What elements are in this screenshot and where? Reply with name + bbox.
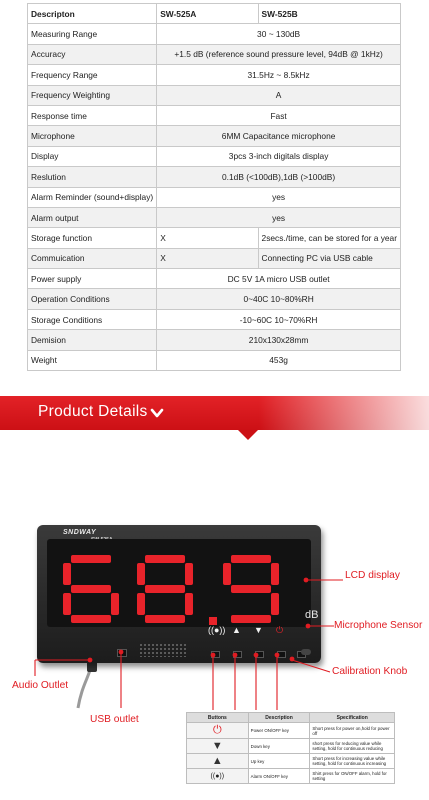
button-description: Up key [248,754,310,769]
header-sw525a: SW-525A [157,4,258,24]
header-description: Descripton [28,4,157,24]
spec-value: 210x130x28mm [157,330,401,350]
spec-value: A [157,85,401,105]
spec-value: -10~60C 10~70%RH [157,309,401,329]
button-description: Alarm ON/OFF key [248,769,310,784]
up-key[interactable]: ▲ [232,625,241,635]
spec-row [28,146,401,166]
spec-row [28,187,401,207]
spec-row [28,207,401,227]
chevron-down-icon [150,406,164,420]
header-specification: Specification [310,713,395,723]
spec-row [28,65,401,85]
spec-row [28,350,401,370]
spec-value: yes [157,207,401,227]
spec-value: 3pcs 3-inch digitals display [157,146,401,166]
spec-label: Measuring Range [28,24,157,44]
spec-row [28,167,401,187]
header-description: Description [248,713,310,723]
alarm-key[interactable]: ((●)) [208,625,226,635]
spec-row [28,44,401,64]
spec-label: Operation Conditions [28,289,157,309]
spec-row [28,24,401,44]
spec-label: Display [28,146,157,166]
product-details-banner [0,396,429,430]
buttons-row [187,723,395,739]
button-specification: Shirt press for ON/OFF alarm, hold for setting [310,769,395,784]
db-unit: dB [305,609,319,621]
spec-row [28,309,401,329]
spec-value: Fast [157,105,401,125]
spec-label: Weight [28,350,157,370]
spec-value: 453g [157,350,401,370]
alarm-icon: ((●)) [187,769,249,784]
banner-notch [238,430,258,440]
buttons-table [186,712,395,784]
callout-calibration-knob: Calibration Knob [332,666,408,677]
spec-label: Alarm output [28,207,157,227]
header-buttons: Buttons [187,713,249,723]
header-sw525b: SW-525B [258,4,400,24]
spec-label: Reslution [28,167,157,187]
spec-row [28,248,401,268]
down-key[interactable]: ▼ [254,625,263,635]
spec-label: Accuracy [28,44,157,64]
spec-body [28,24,401,371]
spec-row [28,330,401,350]
spec-value-sw525b: 2secs./time, can be stored for a year [258,228,400,248]
down-triangle-icon: ▼ [187,739,249,754]
spec-value: 0.1dB (<100dB),1dB (>100dB) [157,167,401,187]
button-specification: short press for reducing value while setting, hold for continuous reducing [310,739,395,754]
spec-row [28,105,401,125]
buttons-row [187,739,395,754]
buttons-row [187,769,395,784]
button-description: Power ON/OFF key [248,723,310,739]
spec-value-sw525b: Connecting PC via USB cable [258,248,400,268]
spec-label: Alarm Reminder (sound+display) [28,187,157,207]
spec-value: 0~40C 10~80%RH [157,289,401,309]
button-description: Down key [248,739,310,754]
banner-title: Product Details [38,403,148,420]
callout-usb-outlet: USB outlet [90,714,139,725]
callout-lcd-display: LCD display [345,570,400,581]
spec-row [28,269,401,289]
spec-value: 30 ~ 130dB [157,24,401,44]
button-specification: Short press for power on,hold for power off [310,723,395,739]
spec-value: yes [157,187,401,207]
spec-row [28,289,401,309]
spec-value: 6MM Capacitance microphone [157,126,401,146]
spec-label: Demision [28,330,157,350]
banner-fade [259,396,429,430]
spec-value: DC 5V 1A micro USB outlet [157,269,401,289]
spec-table [27,3,401,371]
spec-label: Power supply [28,269,157,289]
button-specification: Short press for increasing value while setting, hold for continuous increasing [310,754,395,769]
spec-label: Response time [28,105,157,125]
spec-row [28,228,401,248]
spec-value: +1.5 dB (reference sound pressure level, 94dB @ 1kHz) [157,44,401,64]
brand-logo: SNDWAY [63,529,97,536]
spec-label: Storage Conditions [28,309,157,329]
spec-value-sw525a: X [157,228,258,248]
spec-label: Frequency Range [28,65,157,85]
spec-row [28,85,401,105]
spec-label: Commuication [28,248,157,268]
spec-row [28,126,401,146]
spec-label: Storage function [28,228,157,248]
buttons-row [187,754,395,769]
spec-label: Frequency Weighting [28,85,157,105]
spec-value: 31.5Hz ~ 8.5kHz [157,65,401,85]
callout-audio-outlet: Audio Outlet [12,680,69,691]
power-icon: ⏻ [187,723,249,739]
spec-value-sw525a: X [157,248,258,268]
up-triangle-icon: ▲ [187,754,249,769]
spec-label: Microphone [28,126,157,146]
power-key[interactable]: ⏻ [276,625,284,635]
callout-microphone-sensor: Microphone Sensor [334,620,423,631]
spec-header-row [28,4,401,24]
buttons-header-row [187,713,395,723]
buttons-body [187,723,395,784]
